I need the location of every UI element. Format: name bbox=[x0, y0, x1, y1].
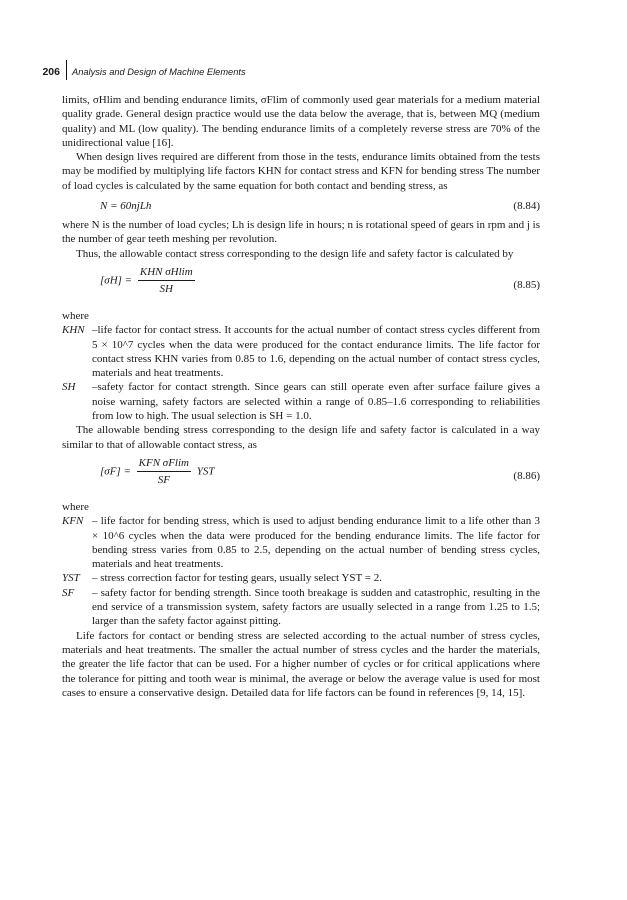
definition-text: – life factor for bending stress, which is used to adjust bending endurance limit to a life other than 3 × 10^6 cycles when the data were produced for the bending endurance limits. The life factor for bending stress varies from 0.85 to 2.5, depending on the actual number of bending stress cycles, materials and heat treatments. bbox=[92, 515, 540, 571]
paragraph-life-factors: When design lives required are different from those in the tests, endurance limits obtained from the tests may be modified by multiplying life factors KHN for contact stress and KFN for bending stress The number of load cycles is calculated by the same equation for both contact and bending stress, as bbox=[62, 151, 540, 192]
equation-number: (8.85) bbox=[513, 278, 540, 291]
running-header bbox=[38, 66, 567, 82]
definition-term: KHN bbox=[62, 324, 85, 337]
fraction-denominator: SH bbox=[159, 283, 173, 296]
equation-8-84 bbox=[62, 194, 540, 217]
equation-fraction bbox=[137, 456, 191, 488]
fraction-numerator: KHN σHlim bbox=[138, 265, 195, 281]
definition-text: –life factor for contact stress. It accounts for the actual number of contact stress cycles different from 5 × 10^7 cycles when the data were produced for the contact endurance limits. The life factor for contact stress KHN varies from 0.85 to 1.6, depending on the actual number of contact stress cycles, materials and heat treatments. bbox=[92, 324, 540, 380]
where-label: where bbox=[62, 500, 89, 513]
equation-lhs: [σF] = bbox=[100, 465, 131, 478]
fraction-numerator: KFN σFlim bbox=[137, 456, 191, 472]
definition-list-contact bbox=[62, 323, 540, 423]
definition-term: YST bbox=[62, 572, 80, 585]
paragraph-endurance-limits: limits, σHlim and bending endurance limits, σFlim of commonly used gear materials for a medium material quality grade. General design practice would use the data below the average, that is, between MQ (medium quality) and ML (low quality). The bending endurance limits of a completely reverse stress are 70% of the unidirectional value [16]. bbox=[62, 94, 540, 149]
definition-term: KFN bbox=[62, 515, 84, 528]
definition-text: –safety factor for contact strength. Since gears can still operate even after surface failure gives a noise warning, safety factors are selected within a range of 0.85–1.6 corresponding to reliabilities from low to high. The usual selection is SH = 1.0. bbox=[92, 381, 540, 423]
definition-text: – safety factor for bending strength. Since tooth breakage is sudden and catastrophic, resulting in the end service of a transmission system, safety factors are usually selected in a range from 1.25 to 1.5; larger than the safety factor against pitting. bbox=[92, 586, 540, 628]
definition-text: – stress correction factor for testing gears, usually select YST = 2. bbox=[92, 572, 382, 585]
fraction-denominator: SF bbox=[157, 474, 170, 487]
definition-term: SF bbox=[62, 586, 75, 599]
definition-list-bending bbox=[62, 514, 540, 628]
header-divider bbox=[66, 60, 67, 80]
paragraph-life-factor-selection: Life factors for contact or bending stress are selected according to the actual number of stress cycles, materials and heat treatments. The smaller the actual number of stress cycles and the harder the materials, the greater the life factor that can be used. For a higher number of cycles or for critical applications where the tolerance for pitting and tooth wear is minimal, the average or below the average value is used for most cases to ensure a conservative design. Detailed data for life factors can be found in references [9, 14, 15]. bbox=[62, 629, 540, 699]
where-label: where bbox=[62, 309, 89, 322]
page-body bbox=[62, 93, 540, 700]
equation-number: (8.84) bbox=[513, 200, 540, 213]
paragraph-allowable-bending: The allowable bending stress corresponding to the design life and safety factor is calculated in a way similar to that of allowable contact stress, as bbox=[62, 424, 540, 451]
page-number: 206 bbox=[42, 66, 60, 78]
equation-factor: YST bbox=[196, 465, 215, 478]
book-title: Analysis and Design of Machine Elements bbox=[72, 67, 246, 77]
equation-lhs: [σH] = bbox=[100, 274, 133, 287]
equation-expression: N = 60njLh bbox=[100, 200, 152, 213]
equation-8-86 bbox=[62, 456, 540, 496]
paragraph-allowable-contact: Thus, the allowable contact stress corresponding to the design life and safety factor is calculated by bbox=[76, 247, 514, 260]
equation-8-85 bbox=[62, 265, 540, 305]
equation-fraction bbox=[138, 265, 195, 297]
definition-term: SH bbox=[62, 381, 76, 394]
paragraph-load-cycles: where N is the number of load cycles; Lh is design life in hours; n is rotational speed of gears in rpm and j is the number of gear teeth meshing per revolution. bbox=[62, 219, 540, 246]
equation-number: (8.86) bbox=[513, 469, 540, 482]
